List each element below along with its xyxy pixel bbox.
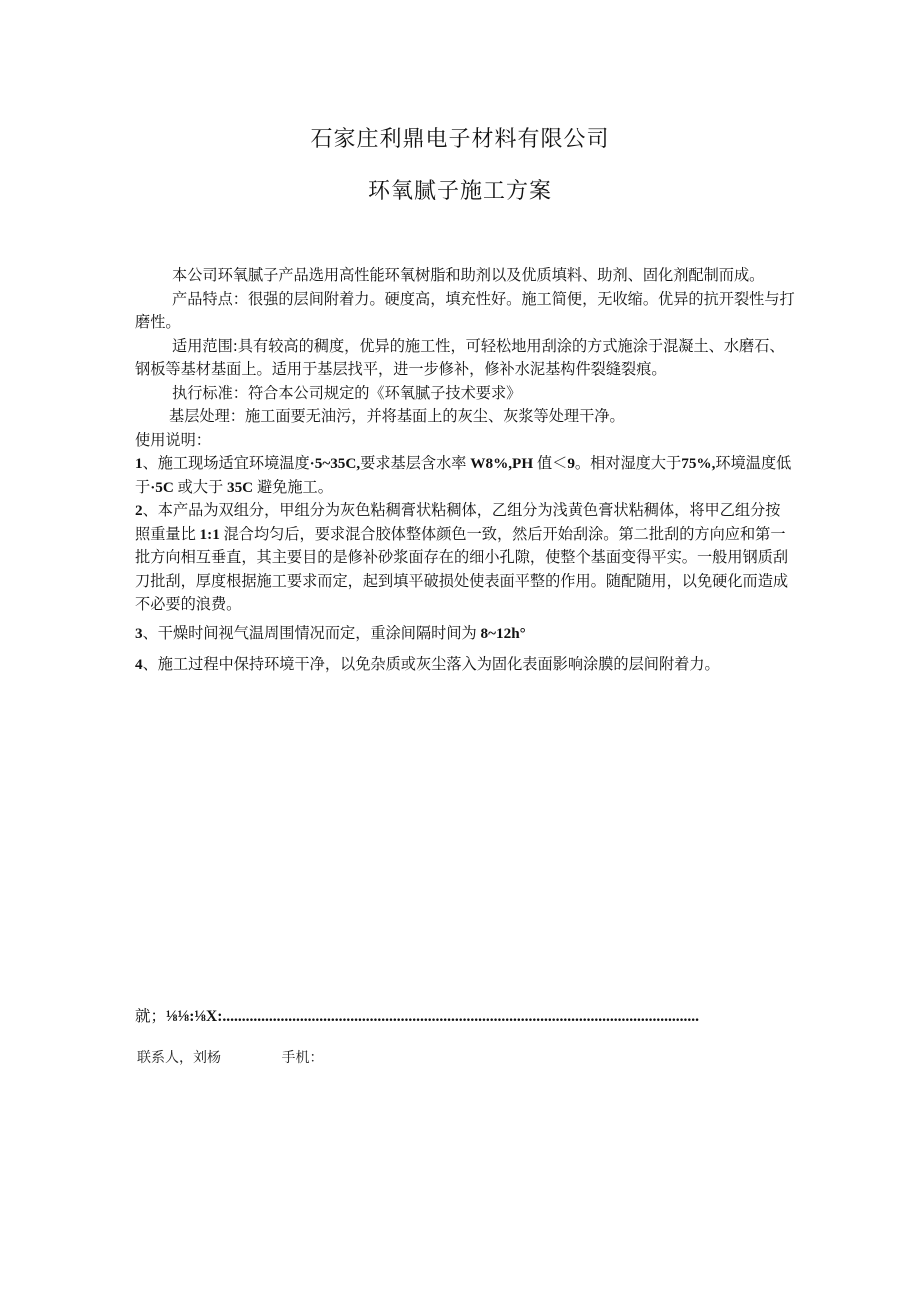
contact-person: 联系人，刘杨 bbox=[137, 1050, 221, 1066]
signature-label-prefix: 就； bbox=[135, 1007, 167, 1025]
standard-paragraph: 执行标准：符合本公司规定的《环氧腻子技术要求》 bbox=[172, 383, 522, 402]
usage-item-4: 4、施工过程中保持环境干净，以免杂质或灰尘落入为固化表面影响涂膜的层间附着力。 bbox=[135, 655, 720, 673]
product-features-paragraph: 产品特点：很强的层间附着力。硬度高，填充性好。施工简便，无收缩。优异的抗开裂性与打磨性。 bbox=[135, 289, 795, 331]
item-number: 1 bbox=[135, 455, 143, 472]
dotted-leader: ........................................................................................................................... bbox=[222, 1008, 700, 1025]
item-number: 4 bbox=[135, 656, 143, 673]
item-number: 3 bbox=[135, 624, 143, 642]
company-name: 石家庄利鼎电子材料有限公司 bbox=[310, 127, 610, 152]
application-scope-paragraph: 适用范围:具有较高的稠度，优异的施工性，可轻松地用刮涂的方式施涂于混凝土、水磨石、钢板等基材基面上。适用于基层找平，进一步修补，修补水泥基构件裂缝裂痕。 bbox=[135, 336, 785, 378]
item-number: 2 bbox=[135, 502, 143, 519]
intro-paragraph: 本公司环氧腻子产品选用高性能环氧树脂和助剂以及优质填料、助剂、固化剂配制而成。 bbox=[172, 266, 765, 284]
usage-item-1: 1、施工现场适宜环境温度·5~35C,要求基层含水率 W8%,PH 值＜9。相对湿度大于75%,环境温度低于·5C 或大于 35C 避免施工。 bbox=[135, 454, 792, 496]
signature-line bbox=[135, 1004, 795, 1026]
contact-info bbox=[137, 1047, 323, 1067]
usage-item-2: 2、本产品为双组分，甲组分为灰色粘稠膏状粘稠体，乙组分为浅黄色膏状粘稠体，将甲乙组分按照重量比 1:1 混合均匀后，要求混合胶体整体颜色一致，然后开始刮涂。第二批刮的方向应和第一批方向相互垂直，其主要目的是修补砂浆面存在的细小孔隙，使整个基面变得平实。一般用钢质刮刀批刮，厚度根据施工要求而定，起到填平破损处使表面平整的作用。随配随用，以免硬化而造成不必要的浪费。 bbox=[135, 501, 789, 613]
document-body bbox=[135, 264, 795, 677]
base-treatment-paragraph: 基层处理：施工面要无油污，并将基面上的灰尘、灰浆等处理干净。 bbox=[169, 407, 625, 425]
document-title: 环氧腻子施工方案 bbox=[367, 179, 552, 204]
signature-label: ⅛⅛:⅛X: bbox=[166, 1008, 223, 1025]
usage-item-3: 3、干燥时间视气温周围情况而定，重涂间隔时间为 8~12h° bbox=[135, 623, 526, 642]
usage-heading: 使用说明： bbox=[135, 430, 211, 449]
contact-phone-label: 手机： bbox=[281, 1050, 324, 1066]
